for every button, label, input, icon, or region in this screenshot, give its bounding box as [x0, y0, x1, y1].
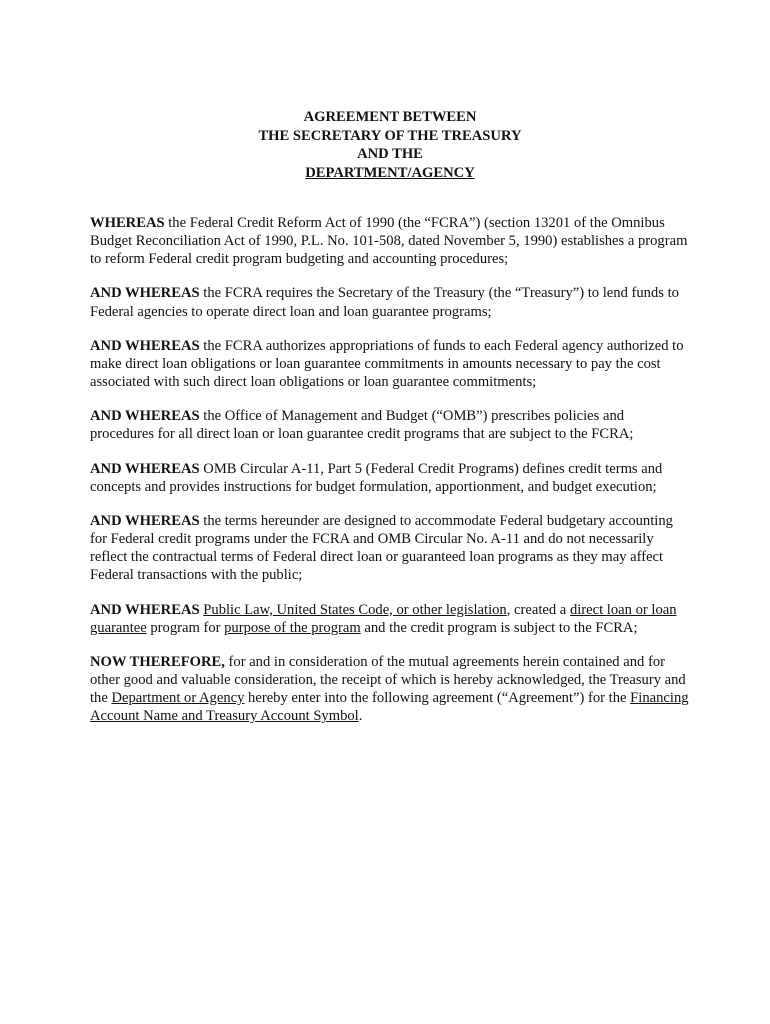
paragraph-text: the Office of Management and Budget (“OMB”) prescribes policies and procedures for all direct loan or loan guarantee credit programs that are subject to the FCRA; — [90, 408, 634, 443]
paragraph-text: . — [358, 708, 363, 725]
paragraph-whereas-2 — [90, 284, 690, 320]
paragraph-text: for and in consideration of the mutual agreements herein contained and for other good and valuable consideration, the receipt of which is hereby acknowledged, the Treasury and the — [90, 654, 686, 707]
paragraph-whereas-7 — [90, 601, 690, 637]
title-department-agency: DEPARTMENT/AGENCY — [305, 164, 475, 181]
paragraph-text: the FCRA requires the Secretary of the Treasury (the “Treasury”) to lend funds to Federal agencies to operate direct loan and loan guarantee programs; — [90, 285, 679, 320]
paragraph-text: , created a — [506, 601, 570, 618]
field-department-or-agency: Department or Agency — [111, 690, 245, 707]
title-line-3: AND THE — [357, 146, 423, 162]
paragraph-lead: NOW THEREFORE, — [90, 654, 225, 670]
title-line-4 — [90, 164, 690, 183]
paragraph-now-therefore — [90, 653, 690, 725]
paragraph-lead: AND WHEREAS — [90, 285, 200, 302]
paragraph-whereas-5 — [90, 460, 690, 496]
field-legislation: Public Law, United States Code, or other legislation — [203, 601, 507, 618]
paragraph-whereas-6 — [90, 512, 690, 584]
paragraph-lead: AND WHEREAS — [90, 460, 200, 477]
paragraph-lead: AND WHEREAS — [90, 513, 200, 530]
field-financing-account: Financing Account Name and Treasury Account Symbol — [90, 690, 689, 725]
document-page — [90, 108, 690, 742]
paragraph-text: the terms hereunder are designed to accommodate Federal budgetary accounting for Federal credit programs under the FCRA and OMB Circular No. A-11 and do not necessarily reflect the contractual terms of Federal direct loan or guaranteed loan programs as they may affect Federal transactions with the public; — [90, 513, 673, 584]
document-title — [90, 108, 690, 182]
paragraph-lead: AND WHEREAS — [90, 408, 200, 425]
paragraph-whereas-4 — [90, 407, 690, 443]
paragraph-text: the FCRA authorizes appropriations of funds to each Federal agency authorized to make direct loan obligations or loan guarantee commitments in amounts necessary to pay the cost associated with such direct loan obligations or loan guarantee commitments; — [90, 337, 684, 391]
paragraph-lead: WHEREAS — [90, 215, 165, 231]
paragraph-whereas-1 — [90, 214, 690, 268]
paragraph-lead: AND WHEREAS — [90, 601, 200, 618]
paragraph-text: the Federal Credit Reform Act of 1990 (the “FCRA”) (section 13201 of the Omnibus Budget Reconciliation Act of 1990, P.L. No. 101-508, dated November 5, 1990) establishes a program to reform Federal credit program budgeting and accounting procedures; — [90, 215, 688, 268]
paragraph-text: hereby enter into the following agreement (“Agreement”) for the — [244, 690, 631, 707]
title-line-2: THE SECRETARY OF THE TREASURY — [258, 127, 522, 144]
paragraph-text: OMB Circular A-11, Part 5 (Federal Credit Programs) defines credit terms and concepts and provides instructions for budget formulation, apportionment, and budget execution; — [90, 460, 663, 495]
paragraph-text: program for — [146, 619, 225, 636]
paragraph-lead: AND WHEREAS — [90, 337, 200, 354]
paragraph-whereas-3 — [90, 337, 690, 391]
paragraph-text: and the credit program is subject to the FCRA; — [360, 619, 638, 636]
field-program-type: direct loan or loan guarantee — [90, 601, 677, 636]
field-program-purpose: purpose of the program — [224, 619, 361, 636]
title-line-1: AGREEMENT BETWEEN — [303, 109, 477, 125]
